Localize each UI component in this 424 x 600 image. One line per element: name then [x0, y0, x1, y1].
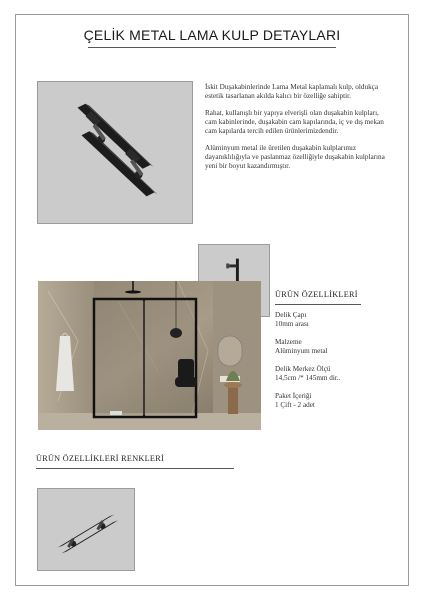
- spec-package-content: [275, 392, 405, 410]
- product-description: [205, 83, 387, 179]
- description-paragraph: Alüminyum metal ile üretilen duşakabin kulplarımız dayanıklılığıyla ve paslanmaz özelliğiyle duşakabin kulplarına yeni bir boyut kazandırmıştır.: [205, 144, 385, 170]
- bathroom-scene: [38, 281, 261, 430]
- title-underline: [88, 47, 336, 48]
- color-variant-black-image: [37, 488, 135, 571]
- spec-value: 10mm arası: [275, 320, 309, 328]
- handle-pair-image: [37, 81, 193, 224]
- specs-list: [275, 311, 405, 419]
- spec-value: Alüminyum metal: [275, 347, 328, 355]
- spec-label: Delik Merkez Ölçü: [275, 365, 331, 373]
- black-handle-illustration: [38, 489, 134, 570]
- description-paragraph: Rahat, kullanışlı bir yapıya elverişli olan duşakabin kulpları, cam kabinlerinde, duşakabin cam kapılarında, iç ve dış mekan cam kapılarda tercih edilen ürünlerimizdendir.: [205, 109, 384, 135]
- colors-heading: ÜRÜN ÖZELLİKLERİ RENKLERİ: [36, 454, 165, 463]
- specs-heading-underline: [275, 304, 361, 305]
- handle-pair-illustration: [38, 82, 192, 223]
- spec-label: Delik Çapı: [275, 311, 307, 319]
- shower-bathroom-photo: [38, 281, 261, 430]
- page-title: ÇELİK METAL LAMA KULP DETAYLARI: [83, 27, 341, 43]
- spec-label: Paket İçeriği: [275, 392, 312, 400]
- spec-hole-diameter: [275, 311, 405, 329]
- specs-heading: ÜRÜN ÖZELLİKLERİ: [275, 290, 358, 299]
- spec-value: 14,5cm /* 145mm dir..: [275, 374, 341, 382]
- spec-hole-center-distance: [275, 365, 405, 383]
- description-paragraph: İskit Duşakabinlerinde Lama Metal kaplamalı kulp, oldukça estetik tasarlanan akılda kalıcı bir özelliğe sahiptir.: [205, 83, 379, 100]
- spec-material: [275, 338, 405, 356]
- spec-value: 1 Çift - 2 adet: [275, 401, 315, 409]
- colors-heading-underline: [36, 468, 234, 469]
- spec-label: Malzeme: [275, 338, 302, 346]
